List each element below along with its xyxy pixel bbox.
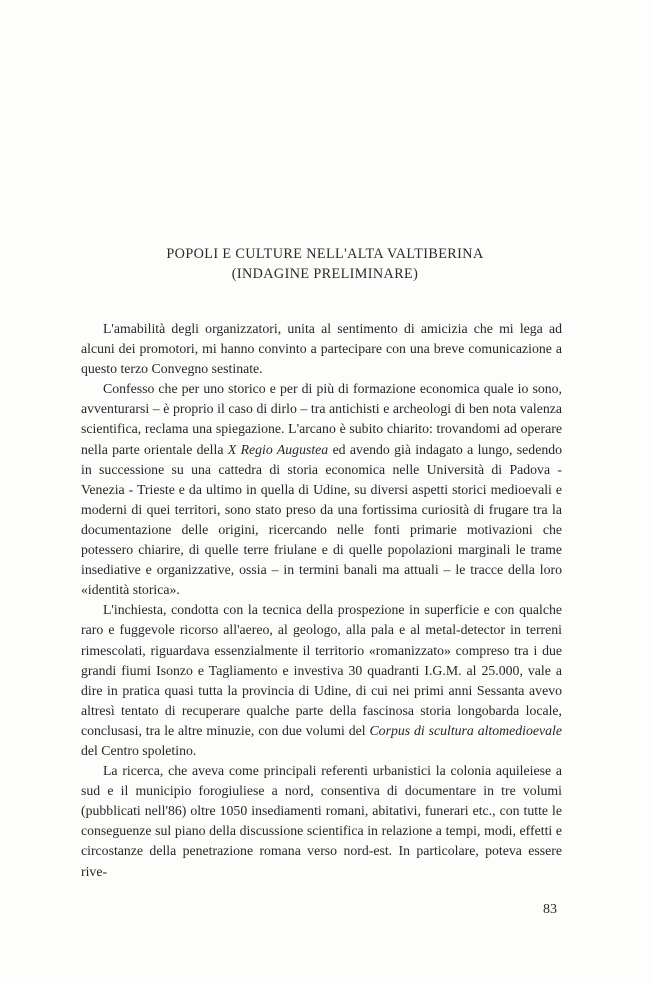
paragraph-4-text: La ricerca, che aveva come principali referenti urbanistici la colonia aquileiese a sud e il municipio forogiuliese a nord, consentiva di documentare in tre volumi (pubblicati nell'86) oltre 1050 insediamenti romani, abitativi, funerari etc., con tutte le conseguenze sul piano della discussione scientifica in relazione a tempi, modi, effetti e circostanze della penetrazione romana verso nord-est. In particolare, poteva essere rive-: [81, 763, 562, 879]
paragraph-2: [81, 379, 562, 600]
paragraph-1-text: L'amabilità degli organizzatori, unita al sentimento di amicizia che mi lega ad alcuni dei promotori, mi hanno convinto a partecipare con una breve comunicazione a questo terzo Convegno sestinate.: [81, 321, 562, 377]
paragraph-3-text-rest: del Centro spoletino.: [81, 742, 197, 758]
paragraph-3-text: L'inchiesta, condotta con la tecnica della prospezione in superficie e con qualche raro e fuggevole ricorso all'aereo, al geologo, alla pala e al metal-detector in terreni rimescolati, riguardava essenzialmente il territorio «romanizzato» compreso tra i due grandi fiumi Isonzo e Tagliamento e investiva 30 quadranti I.G.M. al 25.000, vale a dire in pratica quasi tutta la provincia di Udine, di cui nei primi anni Sessanta avevo altresì tentato di recuperare qualche parte della fascinosa storia longobarda locale, conclusasi, tra le altre minuzie, con due volumi del: [81, 602, 562, 738]
chapter-title: [82, 244, 568, 284]
paragraph-2-text-rest: ed avendo già indagato a lungo, sedendo in successione su una cattedra di storia economica nelle Università di Padova - Venezia - Trieste e da ultimo in quella di Udine, su diversi aspetti storici medioevali e moderni di quei territori, sono stato preso da una fortissima curiosità di frugare tra la documentazione delle origini, ricercando nelle fonti primarie motivazioni che potessero chiarire, di quelle terre friulane e di quelle popolazioni marginali le trame insediative e organizzative, ossia – in termini banali ma attuali – le tracce della loro «identità storica».: [81, 441, 563, 598]
paragraph-3-italic: Corpus di scultura altomedioevale: [369, 722, 562, 738]
paragraph-2-text: Confesso che per uno storico e per di più di formazione economica quale io sono, avventurarsi – è proprio il caso di dirlo – tra antichisti e archeologi di ben nota valenza scientifica, reclama una spiegazione. L'arcano è subito chiarito: trovandomi ad operare nella parte orientale della: [81, 381, 562, 457]
title-line-1: POPOLI E CULTURE NELL'ALTA VALTIBERINA: [166, 246, 484, 262]
paragraph-2-italic: X Regio Augustea: [227, 441, 329, 457]
paragraph-4: [81, 761, 562, 882]
paragraph-1: [81, 319, 562, 379]
paragraph-3: [81, 600, 562, 761]
page-number: 83: [543, 902, 557, 917]
title-line-2: (INDAGINE PRELIMINARE): [231, 266, 419, 282]
body-text: [81, 319, 562, 882]
